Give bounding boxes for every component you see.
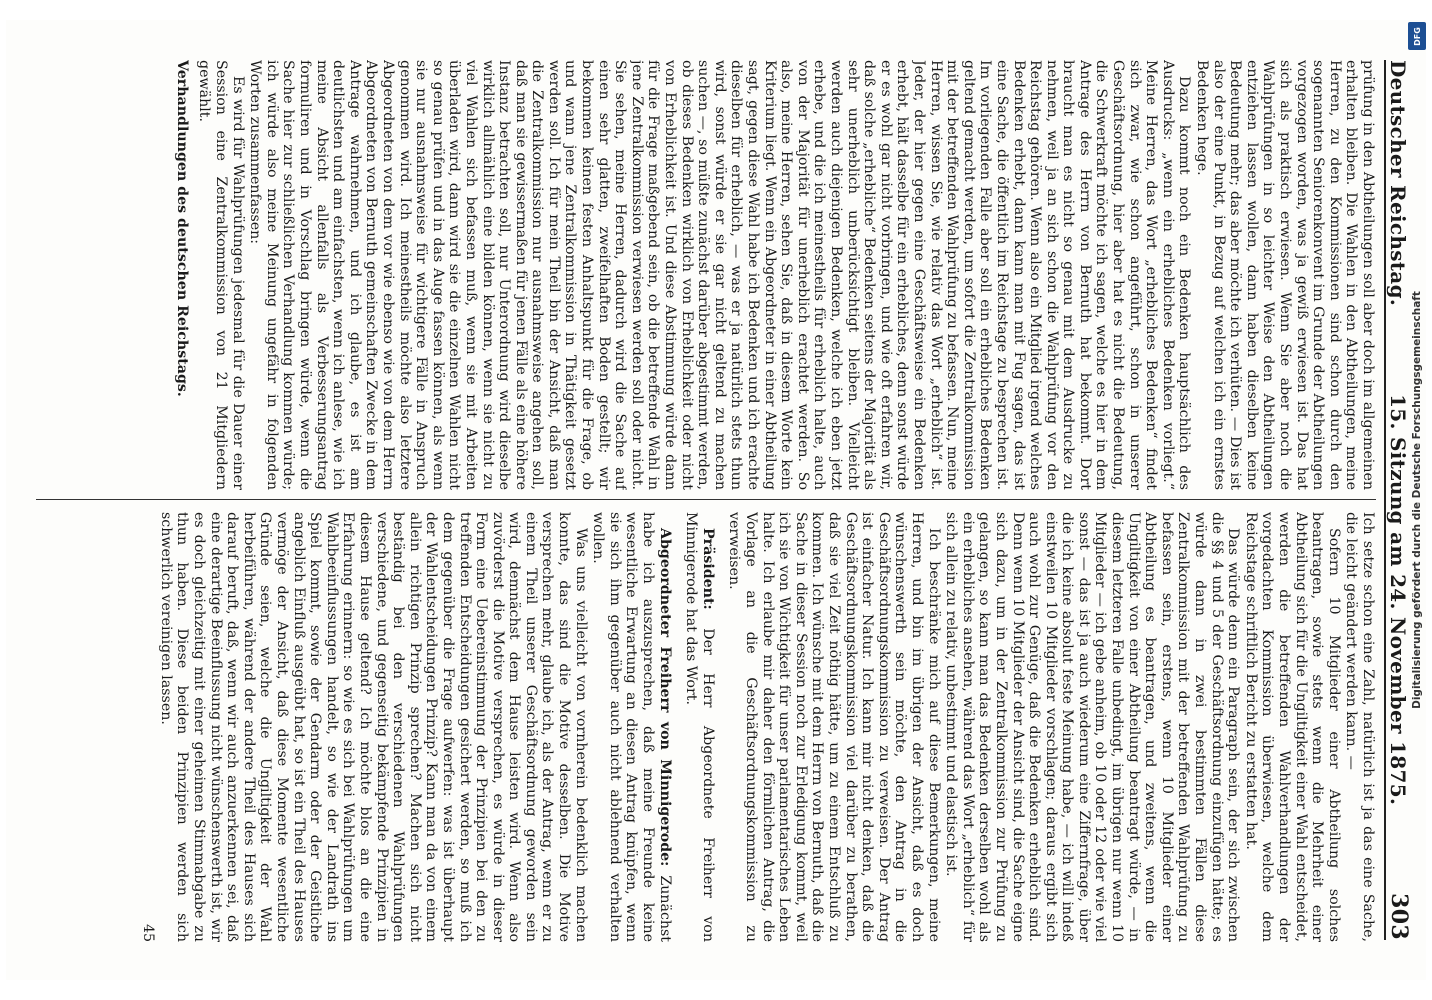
text-paragraph: Dazu kommt noch ein Bedenken hauptsächlich des Ausdrucks: „wenn ein erhebliches Bedenken vorliegt.“ Meine Herren, das Wort „erhebliches Bedenken“ findet sich zwar, wie schon angeführt, schon in unserer Geschäftsordnung, hier aber hat es nicht die Bedeutung, die Schwerkraft möchte ich sagen, welche es hier in dem Antrage des Herrn von Bernuth hat bekommt. Dort braucht man es nicht so genau mit dem Ausdrucke zu nehmen, weil ja an sich schon die Wahlprüfung vor den Reichstag gehören. Wenn also ein Mitglied irgend welches Bedenken erhebt, dann kann man mit Fug sagen, das ist eine Sache, die öffentlich im Reichstage zu besprechen ist. Im vorliegenden Falle aber soll ein erhebliches Bedenken geltend gemacht werden, um sofort die Zentralkommission mit der betreffenden Wahlprüfung zu befassen. Nun, meine Herren, wissen Sie, wie relativ das Wort „erheblich“ ist. Jeder, der hier gegen eine Geschäftsweise ein Bedenken erhebt, hält dasselbe für ein erhebliches, denn sonst würde er es wohl gar nicht vorbringen, und wie oft erfahren wir, daß solche „erhebliche“ Bedenken seitens der Majorität als sehr unerheblich unberücksichtigt bleiben. Vielleicht werden auch diejenigen Bedenken, welche ich eben jetzt erhebe, und die ich meinestheils für erheblich halte, auch von der Majorität für unerheblich erachtet werden. So also, meine Herren, sehen Sie, daß in diesem Worte kein Kriterium liegt. Wenn ein Abgeordneter in einer Abtheilung sagt, gegen diese Wahl habe ich Bedenken und ich erachte dieselben für erheblich, — was er ja natürlich stets thun wird, sonst würde er sie gar nicht geltend zu machen suchen —, so müßte zunächst darüber abgestimmt werden, ob dieses Bedenken wirklich von Erheblichkeit oder nicht von Erheblichkeit ist. Und diese Abstimmung würde dann für die Frage maßgebend sein, ob die betreffende Wahl in jene Zentralkommission verwiesen werden soll oder nicht. Sie sehen, meine Herren, dadurch wird die Sache auf einen sehr glatten, zweifelhaften Boden gestellt; wir bekommen keinen festen Anhaltspunkt für die Frage, ob und wann jene Zentralkommission in Thätigkeit gesetzt werden soll. Ich für mein Theil bin der Ansicht, daß man die Zentralkommission nur ausnahmsweise angehen soll, daß man sie gewissermaßen für jenen Fälle als eine höhere Instanz betrachten soll, nur Unterordnung wird dieselbe wirklich allmählich eine bilden können, wenn sie nicht zu viel Wahlen sich befassen muß, wenn sie mit Arbeiten überladen wird, dann wird sie die einzelnen Wahlen nicht so genau prüfen und in das Auge fassen können, als wenn sie nur ausnahmsweise für wichtigere Fälle in Anspruch genommen wird. Ich meinestheils möchte also letztere Abgeordneten von dem vor wie ebenso wie von dem Herrn Abgeordneten von Bernuth gemeinschaften Zwecke in dem Antrage wahrnehmen, und ich glaube, es ist am deutlichsten und am einfachsten, wenn ich anlese, wie ich meine Absicht allenfalls als Verbesserungsantrag formuliren und in Vorschlag bringen würde, wenn die Sache hier zur schließlichen Verhandlung kommen würde; ich würde also meine Meinung ungefähr in folgenden Worten zusammenfassen: <box>247 60 1193 490</box>
text-paragraph: Sofern 10 Mitglieder einer Abtheilung solches beantragen, sowie stets wenn die Mehrheit einer Abtheilung sich für die Ungiltigkeit einer Wahl entscheidet, werden die betreffenden Wahlverhandlungen der vorgedachten Kommission überwiesen, welche dem Reichstage schriftlich Bericht zu erstatten hat. <box>1242 512 1342 942</box>
right-text-column <box>26 512 1376 942</box>
digitization-note: Digitalisierung gefördert durch die Deutsche Forschungsgemeinschaft <box>1411 291 1423 709</box>
text-paragraph: Es wird für Wahlprüfungen jedesmal für die Dauer einer Session eine Zentralkommission von 21 Mitgliedern gewählt. <box>196 60 246 490</box>
text-paragraph: Ich beschränke mich auf diese Bemerkungen, meine Herren, und bin im übrigen der Ansicht, daß es doch wünschenswerth sein möchte, den Antrag in die Geschäftsordnungskommission zu verweisen. Der Antrag ist einfacher Natur. Ich kann mir nicht denken, daß die Geschäftsordnungskommission viel darüber zu berathen, daß sie viel Zeit nöthig hätte, um zu einem Entschluß zu kommen. Ich wünsche mit dem Herrn von Bernuth, daß die Sache in dieser Session noch zur Erledigung kommt, weil ich sie von Wichtigkeit für unser parlamentarisches Leben halte. Ich erlaube mir daher den förmlichen Antrag, die Vorlage an die Geschäftsordnungskommission zu verweisen. <box>726 512 942 942</box>
signature-mark: 45 <box>140 923 157 942</box>
speaker-name: Präsident: <box>699 528 716 610</box>
header-journal-title: Deutscher Reichstag. <box>1386 60 1410 307</box>
text-paragraph: prüfung in den Abtheilungen soll aber doch im allgemeinen erhalten bleiben. Die Wahlen in den Abtheilungen, meine Herren, zu den Kommissionen sind schon durch den sogenannten Seniorenkonvent im Grunde der Abtheilungen vorgezogen worden, was ja gewiß erwiesen ist. Das hat sich als praktisch erwiesen. Wenn Sie aber noch die Wahlprüfungen in so leichter Weise den Abtheilungen entziehen lassen wollen, dann haben dieselben keine Bedeutung mehr; das aber möchte ich verhüten. — Dies ist also der eine Punkt, in Bezug auf welchen ich ein ernstes Bedenken hege. <box>1194 60 1376 490</box>
speaker-paragraph <box>683 512 716 942</box>
dfg-logo <box>1408 22 1426 50</box>
dfg-logo-text: DFG <box>1412 26 1422 46</box>
text-paragraph: Ich setze schon eine Zahl, natürlich ist ja das eine Sache, die leicht geändert werden kann. — <box>1343 512 1376 942</box>
speaker-text: Zunächst habe ich auszusprechen, daß meine Freunde keine wesentliche Erwartung an diesen Antrag knüpfen, wenn sie sich ihm gegenüber auch nicht ablehnend verhalten wollen. <box>590 512 673 942</box>
text-paragraph: Was uns vielleicht von vornherein bedenklich machen konnte, das sind die Motive desselben. Die Motive versprechen mehr, glaube ich, als der Antrag, wenn er zu einem Theil unserer Geschäftsordnung geworden sein wird, demnächst dem Hause leisten wird. Wenn also zuvörderst die Motive versprechen, es würde in dieser Form eine Uebereinstimmung der Prinzipien bei den zu treffenden Entscheidungen gesichert werden, so muß ich dem gegenüber die Frage aufwerfen: was ist überhaupt der Wahlentscheidungen Prinzip? Kann man da von einem allein richtigen Prinzip sprechen? Machen sich nicht beständig bei den verschiedenen Wahlprüfungen verschiedene, und gegenseitig bekämpfende Prinzipien in diesem Hause geltend? Ich möchte blos an die eine Erfahrung erinnern: so wie es sich bei Wahlprüfungen um Wahlbeeinflussungen handelt, so wie der Landrath ins Spiel kommt, sowie der Gendarm oder der Geistliche angeblich Einfluß ausgeübt hat, so ist ein Theil des Hauses vermöge der Ansicht, daß diese Momente wesentliche Gründe seien, welche die Ungiltigkeit der Wahl herbeiführen, während der andere Theil des Hauses sich darauf beruft, daß, wenn wir auch anzuerkennen sei, daß eine derartige Beeinflussung nicht wünschenswerth ist, wir es doch gleichzeitig mit einer geheimen Stimmabgabe zu thun haben. Diese beiden Prinzipien werden sich schwerlich vereinigen lassen. <box>157 512 589 942</box>
speaker-text: Der Herr Abgeordnete Freiherr von Minnigerode hat das Wort. <box>683 512 716 942</box>
header-session-title: 15. Sitzung am 24. November 1875. <box>1386 394 1410 806</box>
left-text-column <box>26 60 1376 490</box>
page-number: 303 <box>1386 893 1412 940</box>
digitization-note-strip <box>1406 0 1428 1000</box>
text-paragraph: Das würde denn ein Paragraph sein, der sich zwischen die §§ 4 und 5 der Geschäftsordnung einzufügen hätte; es würde dann in zwei bestimmten Fällen diese Zentralkommission mit der betreffenden Wahlprüfung zu befassen sein, erstens, wenn 10 Mitglieder einer Abtheilung es beantragen, und zweitens, wenn die Ungiltigkeit von einer Abtheilung beantragt würde, — in diesem letzteren Falle unbedingt, im übrigen nur wenn 10 Mitglieder — ich gebe anheim, ob 10 oder 12 oder wie viel sonst — das ist ja auch wiederum eine Ziffernfrage, über die ich keine absolut feste Meinung habe, — ich will indeß einstweilen 10 Mitglieder vorschlagen; daraus ergibt sich auch wohl zur Genüge, daß die Bedenken erheblich sind. Denn wenn 10 Mitglieder der Ansicht sind, die Sache eigne sich dazu, um in der Zentralkommission zur Prüfung zu gelangen, so kann man das Bedenken derselben wohl als ein erhebliches ansehen, während das Wort „erheblich“ für sich allein zu relativ, unbestimmt und elastisch ist. <box>943 512 1242 942</box>
speaker-paragraph <box>590 512 673 942</box>
section-heading: Verhandlungen des deutschen Reichstags. <box>173 60 190 397</box>
column-divider <box>36 499 1376 500</box>
scanned-page <box>6 20 1426 980</box>
speaker-name: Abgeordneter Freiherr von Minnigerode: <box>656 528 673 867</box>
